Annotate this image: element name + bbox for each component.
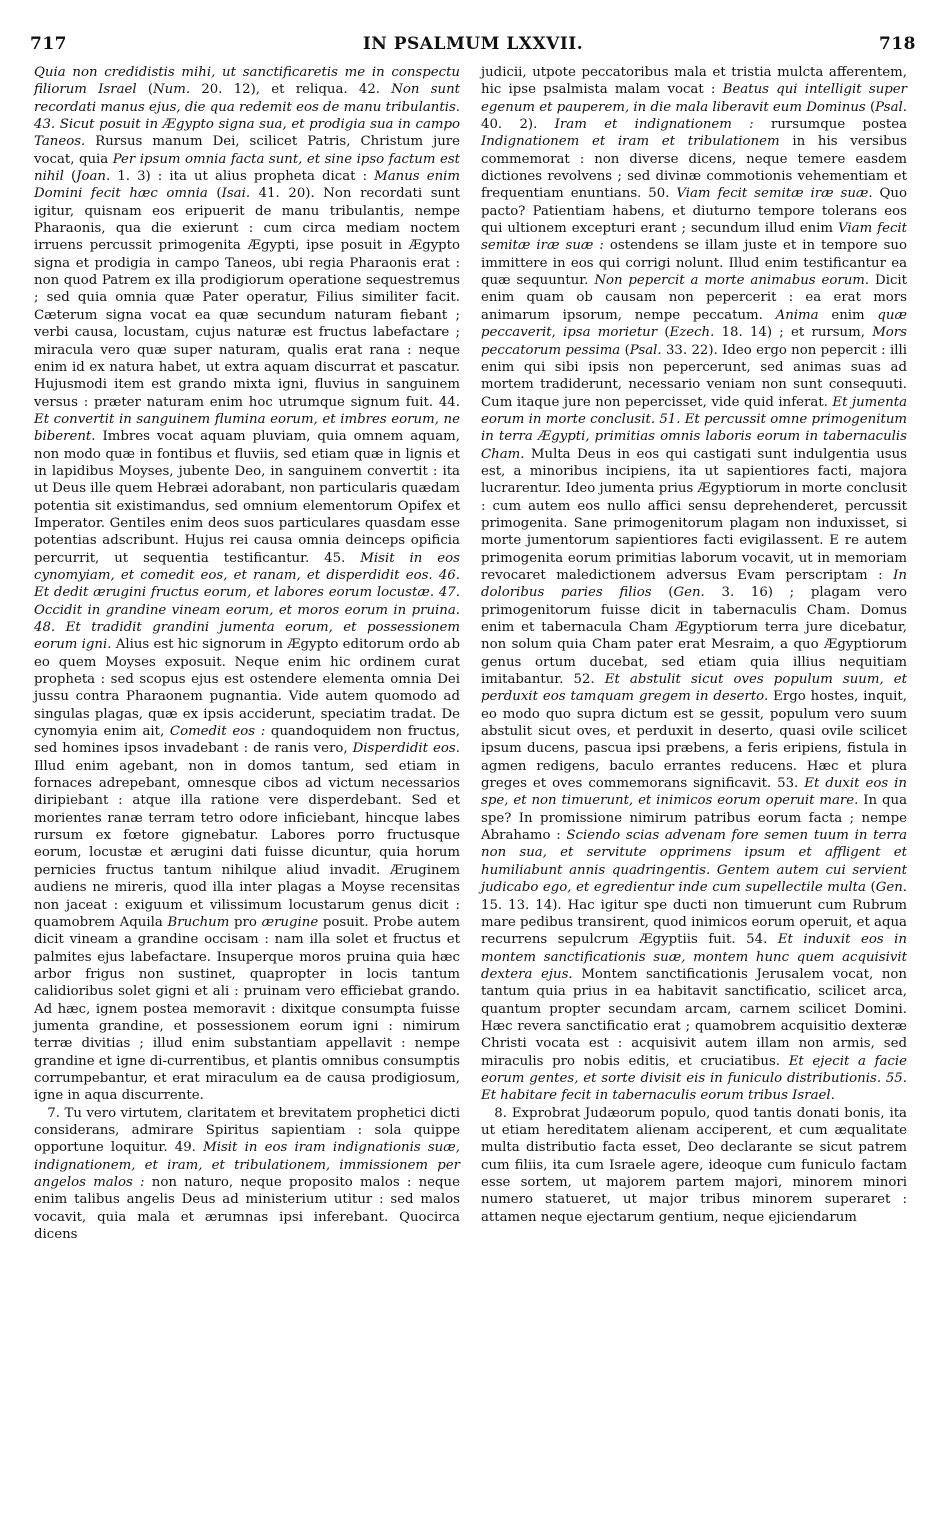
- italic-text: In doloribus paries filios: [481, 567, 907, 601]
- text-run: Ergo hostes, inquit, eo modo quo supra dictum est se gessit, populum vero suum abstulit sicut oves, et perduxit in deserto, quasi ovile scilicet ipsum ducens, pascua ipsi præbens, a feris eripiens, fistula in agmen redigens, baculo errantes reducens. Hæc et plura greges et oves commemorans significavit. 53.: [481, 689, 907, 792]
- italic-text: Mors peccatorum pessima: [481, 325, 907, 358]
- italic-text: Sciendo scias advenam fore semen tuum in terra non sua, et servitute opprimens ipsum et affligent et humiliabunt annis quadringentis. Gentem autem cui servient judicabo ego, et egredientur inde cum supellectile multa: [481, 828, 908, 896]
- text-run: Montem sanctificationis Jerusalem vocat, non tantum quia prius in ea habitavit sanctificatio, scilicet arca, quantum propter secundam arcam, carnem scilicet Domini. Hæc revera sanctificatio erat ; quamobrem acquisitio dexteræ Christi vocata est : acquisivit autem illam non armis, sed miraculis pro nobis editis, et cruciatibus.: [481, 966, 907, 1069]
- text-run: Rursus manum Dei, scilicet Patris, Christum jure vocat, quia: [34, 134, 460, 167]
- italic-text: quæ peccaverit, ipsa morietur: [481, 307, 907, 341]
- text-run: 18. 14) ; et rursum,: [714, 325, 873, 341]
- text-run: ostendens se illam juste et in tempore suo immittere in eos qui corrigi nolunt. Illud enim testificantur ea quæ sequuntur.: [481, 238, 907, 289]
- italic-text: Beatus qui intelligit super egenum et pauperem, in die mala liberavit eum Dominus: [481, 82, 908, 115]
- italic-text: Misit in eos iram indignationis suæ, indignationem, et iram, et tribulationem, immissionem per angelos malos :: [34, 1140, 460, 1190]
- text-run: enim: [818, 307, 878, 323]
- italic-text: Joan.: [76, 169, 111, 185]
- text-run: (: [63, 169, 77, 185]
- text-run: (: [865, 99, 876, 115]
- italic-text: Psal.: [629, 342, 662, 358]
- italic-text: Gen.: [673, 585, 705, 601]
- text-run: Dicit enim quam ob causam non pepercerit : ea erat mors animarum ipsorum, nempe peccatum.: [481, 273, 908, 323]
- text-run: Quo pacto? Patientiam habens, et diuturno tempore tolerans eos qui ultionem excepturi erant ; secundum illud enim: [481, 186, 908, 237]
- text-run: 3. 16) ; plagam vero primogenitorum fuisse dicit in tabernaculis Cham. Domus enim et tabernacula Cham Ægyptiorum terra jure dicebatur, non solum quia Cham pater erat Mesraim, a quo Ægyptiorum genus ortum ducebat, sed etiam quia illius nequitiam imitabantur. 52.: [481, 585, 908, 688]
- italic-text: Isai.: [221, 186, 251, 202]
- italic-text: Disperdidit eos.: [352, 741, 460, 757]
- italic-text: ærugine: [261, 914, 319, 930]
- italic-text: Num.: [153, 82, 191, 98]
- italic-text: Et abstulit sicut oves populum suum, et perduxit eos tamquam gregem in deserto.: [481, 672, 907, 705]
- text-run: rursumque postea: [753, 117, 907, 133]
- italic-text: Viam fecit semitæ iræ suæ :: [481, 221, 908, 254]
- paragraph: [481, 64, 907, 1105]
- text-run: In qua spe? In promissione nimirum patribus eorum facta ; nempe Abrahamo :: [481, 793, 907, 844]
- paragraph: [481, 1105, 907, 1226]
- italic-text: Iram et indignationem :: [554, 117, 754, 133]
- running-title: IN PSALMUM LXXVII.: [362, 34, 584, 54]
- italic-text: Indignationem et iram et tribulationem: [481, 134, 780, 150]
- page-number-left: 717: [30, 34, 67, 54]
- text-run: 15. 13. 14). Hac igitur spe ducti non timuerunt cum Rubrum mare pedibus transirent, quod inimicos eorum operuit, et aqua recurrens sepulcrum Ægyptiis fuit. 54.: [481, 897, 907, 948]
- right-column: [481, 64, 907, 1226]
- text-run: 40. 2).: [481, 117, 555, 133]
- text-run: 41. 20). Non recordati sunt igitur, quisnam eos eripuerit de manu tribulantis, nempe Pharaonis, qua die exierunt : cum circa mediam noctem irruens percussit primogenita Ægypti, ipse posuit in Ægypto signa et prodigia in campo Taneos, ubi regia Pharaonis erat : non quod Patrem ex illa prodigiorum operatione sequestremus ; sed quia omnia quæ Pater operatur, Filius similiter facit. Cæterum signa vocat ea quæ secundum naturam fiebant ; verbi causa, locustam, cujus naturæ est fructus labefactare ; miracula vero quæ super naturam, qualis erat rana : neque enim id ex natura habet, ut extra aquam discurrat et pascatur. Hujusmodi item est grando mixta igni, fluvius in sanguinem versus : præter naturam enim hoc utrumque signum fuit. 44.: [34, 186, 461, 410]
- paragraph: [34, 1105, 460, 1244]
- italic-text: Psal.: [875, 99, 907, 115]
- italic-text: Non pepercit a morte animabus eorum.: [594, 273, 870, 289]
- text-run: Illud enim agebant, non in domos tantum, sed etiam in fornaces adrepebant, omnesque cibos ad victum necessarios diripiebant : atque illa ratione vere disperdebant. Sed et morientes ranæ terram tetro odore inficiebant, hincque labes rursum ex fœtore gignebatur. Labores porro fructusque eorum, locustæ et ærugini dati fuisse dicuntur, quia horum pernicies fructus tantum nihilque aliud invadit. Æruginem audiens ne mireris, quod illa inter plagas a Moyse recensitas non jaceat : exiguum et vilissimum locustarum genus dicit : quamobrem Aquila: [34, 758, 460, 930]
- text-run: 1. 3) : ita ut alius propheta dicat :: [110, 169, 375, 185]
- text-run: (: [136, 82, 154, 98]
- italic-text: Et duxit eos in spe, et non timuerunt, et inimicos eorum operuit mare.: [481, 776, 907, 809]
- text-run: 7. Tu vero virtutem, claritatem et brevitatem prophetici dicti considerans, admirare Spiritus sapientiam : sola quippe opportune loquitur. 49.: [34, 1105, 460, 1156]
- text-run: judicii, utpote peccatoribus mala et tristia mulcta afferentem, hic ipse psalmista malam vocat :: [481, 65, 907, 98]
- left-column: [34, 64, 460, 1243]
- text-run: 8. Exprobrat Judæorum populo, quod tantis donati bonis, ita ut etiam hereditatem alienam acciperent, et cum æqualitate multa distributio facta esset, Deo declarante se sicut patrem cum filiis, ita cum Israele agere, ideoque cum funiculo factam esse sortem, ut majorem partem majori, minorem minori numero statueret, ut major tribus minorem superaret : attamen neque ejectarum gentium, neque ejiciendarum: [481, 1105, 907, 1225]
- text-run: non naturo, neque proposito malos : neque enim talibus angelis Deus ad ministerium utitur : sed malos vocavit, quia mala et ærumnas ipsi inferebant. Quocirca dicens: [34, 1175, 460, 1243]
- italic-text: Quia non credidistis mihi, ut sanctificaretis me in conspectu filiorum Israel: [34, 65, 460, 98]
- paragraph: [34, 64, 460, 1105]
- italic-text: Misit in eos cynomyiam, et comedit eos, et ranam, et disperdidit eos. 46. Et dedit ærugini fructus eorum, et labores eorum locustæ. 47. Occidit in grandine vineam eorum, et moros eorum in pruina. 48. Et tradidit grandini jumenta eorum, et possessionem eorum igni.: [34, 550, 460, 653]
- italic-text: Bruchum: [167, 914, 230, 930]
- running-header: [30, 34, 916, 56]
- text-run: Alius est hic signorum in Ægypto editorum ordo ab eo quem Moyses exposuit. Neque enim hic ordinem curat propheta : sed scopus ejus est ostendere elementa omnia Dei jussu contra Pharaonem pugnantia. Vide autem quomodo ad singulas plagas, quæ ex ipsis acciderunt, speciatim tradat. De cynomyia enim ait,: [34, 637, 460, 740]
- italic-text: Gen.: [875, 880, 907, 896]
- text-run: 20. 12), et reliqua. 42.: [190, 82, 392, 98]
- text-run: (: [207, 186, 222, 202]
- text-run: in his versibus commemorat : non diverse dicens, neque temere easdem dictiones revolvens ; sed divinæ commotionis vehementiam et frequentiam enuntians. 50.: [481, 134, 907, 202]
- italic-text: Et ejecit a facie eorum gentes, et sorte divisit eis in funiculo distributionis. 55. Et habitare fecit in tabernaculis eorum tribus Israel.: [481, 1053, 907, 1104]
- italic-text: Ezech.: [669, 325, 715, 341]
- text-run: (: [651, 585, 674, 601]
- italic-text: Et jumenta eorum in morte conclusit. 51. Et percussit omne primogenitum in terra Ægypti, primitias omnis laboris eorum in tabernaculis Cham.: [481, 394, 907, 462]
- italic-text: Manus enim Domini fecit hæc omnia: [34, 169, 461, 202]
- text-run: Multa Deus in eos qui castigati sunt indulgentia usus est, a minoribus incipiens, ita ut sapientiores facti, majora lucrarentur. Ideo jumenta prius Ægyptiorum in morte conclusit : cum autem eos nullo affici sensu deprehenderet, percussit primogenita. Sane primogenitorum plagam non induxisset, si morte jumentorum sapientiores facti evigilassent. E re autem primogenita eorum primitias laborum vocavit, ut in memoriam revocaret maledictionem adversus Evam perscriptam :: [481, 446, 907, 583]
- text-run: posuit. Probe autem dicit vineam a grandine occisam : nam illa solet et fructus et palmites ejus labefactare. Insuperque moros pruina quia hæc arbor frigus non sustinet, quapropter in locis tantum calidioribus solet gigni et ali : pruinam vero efficiebat grando. Ad hæc, ignem postea memoravit : dixitque consumpta fuisse jumenta grandine, et possessionem eorum igni : nimirum terræ divitias ; illud enim substantiam appellavit : nempe grandine et igne di-currentibus, et plantis omnibus consumptis corrumpebantur, et erat miraculum ea de causa prodigiosum, igne in aqua discurrente.: [34, 914, 460, 1104]
- text-run: (: [865, 880, 876, 896]
- text-run: (: [620, 342, 630, 358]
- text-run: 33. 22). Ideo ergo non pepercit : illi enim qui sibi ipsis non pepercerunt, sed animas suas ad mortem tradiderunt, necessario veniam non sunt consequuti. Cum itaque jure non pepercisset, vide quid inferat.: [481, 342, 907, 410]
- text-run: (: [657, 325, 670, 341]
- italic-text: Et induxit eos in montem sanctificationis suæ, montem hunc quem acquisivit dextera ejus.: [481, 932, 907, 982]
- italic-text: Viam fecit semitæ iræ suæ.: [676, 186, 873, 202]
- italic-text: Et convertit in sanguinem flumina eorum, et imbres eorum, ne biberent.: [34, 411, 460, 445]
- text-run: quandoquidem non fructus, sed homines ipsos invadebant : de ranis vero,: [34, 724, 460, 757]
- italic-text: Comedit eos :: [169, 724, 266, 740]
- text-run: Imbres vocat aquam pluviam, quia omnem aquam, non modo quæ in fontibus et fluviis, sed etiam quæ in lignis et in lapidibus Moyses, jubente Deo, in sanguinem convertit : ita ut Deus ille quem Hebræi adorabant, non particularis quædam potentia sit existimandus, sed omnium elementorum Opifex et Imperator. Gentiles enim deos suos particulares quasdam esse potentias adscribunt. Hujus rei causa omnia deinceps opificia percurrit, ut sequentia testificantur. 45.: [34, 429, 460, 566]
- italic-text: Non sunt recordati manus ejus, die qua redemit eos de manu tribulantis. 43. Sicut posuit in Ægypto signa sua, et prodigia sua in campo Taneos.: [34, 82, 460, 150]
- page-number-right: 718: [879, 34, 916, 54]
- italic-text: Per ipsum omnia facta sunt, et sine ipso factum est nihil: [34, 151, 460, 185]
- text-run: pro: [229, 914, 262, 930]
- italic-text: Anima: [775, 307, 819, 323]
